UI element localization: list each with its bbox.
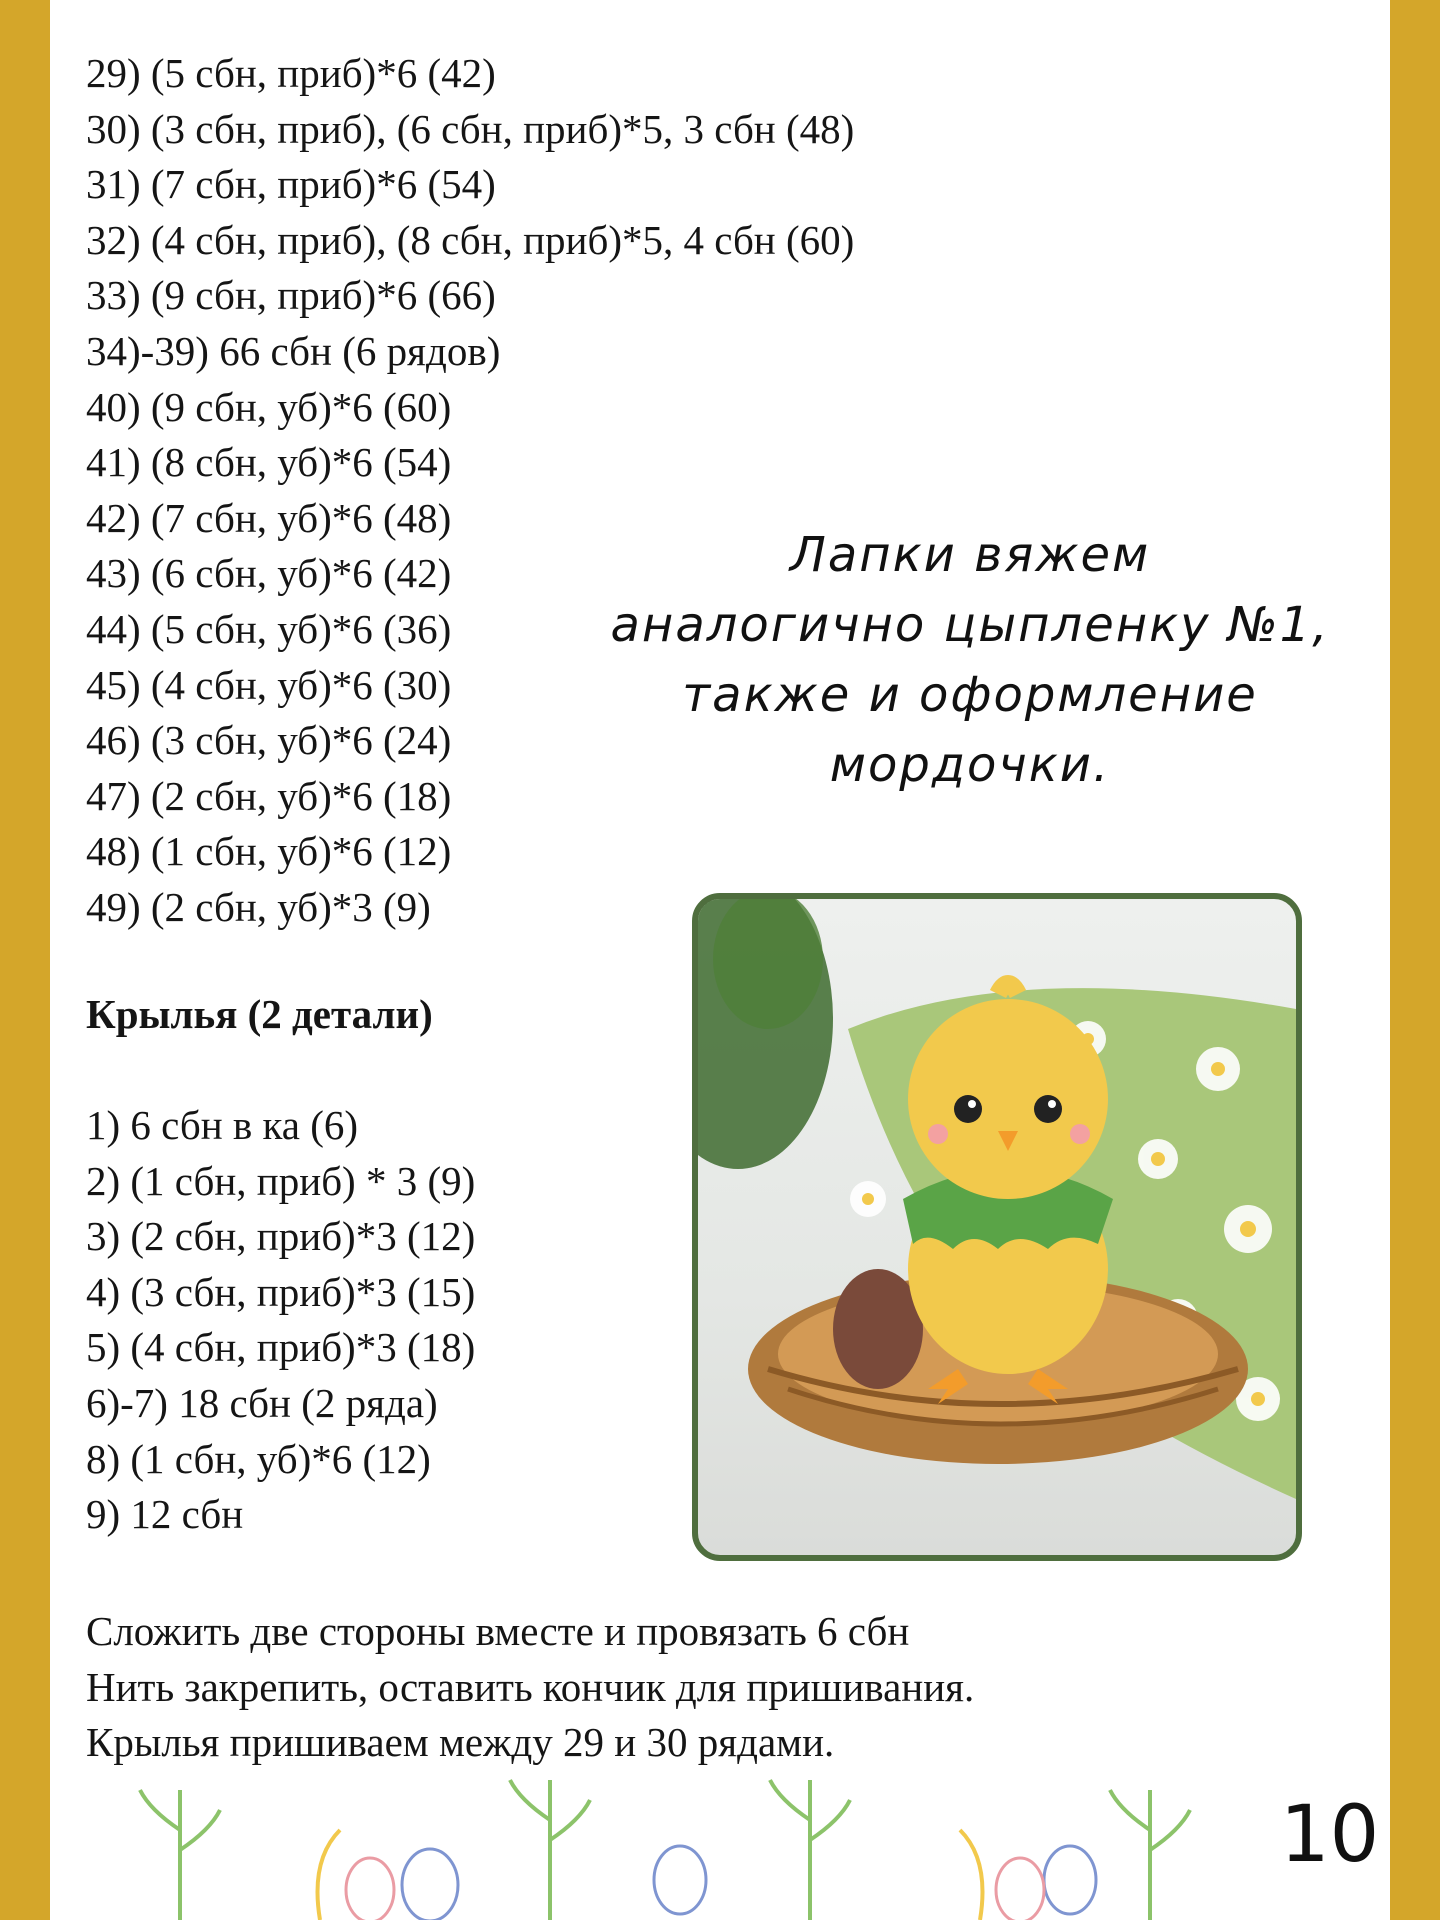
chick-photo <box>692 893 1302 1561</box>
pattern-row: 42) (7 сбн, уб)*6 (48) <box>86 494 452 541</box>
page-number: 10 <box>1280 1790 1380 1880</box>
wings-title: Крылья (2 детали) <box>86 991 433 1037</box>
note-line: мордочки. <box>829 737 1111 793</box>
wing-row: 6)-7) 18 сбн (2 ряда) <box>86 1379 438 1426</box>
note-line: аналогично цыпленку №1, <box>610 597 1330 653</box>
chick-illustration <box>698 899 1296 1555</box>
body-rows-list <box>86 46 854 936</box>
wing-row: 9) 12 сбн <box>86 1491 244 1538</box>
instruction-line: Крылья пришиваем между 29 и 30 рядами. <box>86 1719 835 1766</box>
pattern-row: 33) (9 сбн, приб)*6 (66) <box>86 272 496 319</box>
left-border <box>0 0 50 1920</box>
pattern-row: 41) (8 сбн, уб)*6 (54) <box>86 439 452 486</box>
instruction-line: Нить закрепить, оставить кончик для пришивания. <box>86 1663 975 1710</box>
wing-row: 8) (1 сбн, уб)*6 (12) <box>86 1435 431 1482</box>
pattern-row: 46) (3 сбн, уб)*6 (24) <box>86 717 452 764</box>
pattern-row: 47) (2 сбн, уб)*6 (18) <box>86 772 452 819</box>
pattern-row: 40) (9 сбн, уб)*6 (60) <box>86 383 452 430</box>
pattern-row: 31) (7 сбн, приб)*6 (54) <box>86 161 496 208</box>
wing-row: 4) (3 сбн, приб)*3 (15) <box>86 1268 476 1315</box>
note-line: Лапки вяжем <box>789 527 1151 583</box>
wing-row: 5) (4 сбн, приб)*3 (18) <box>86 1324 476 1371</box>
assembly-instructions <box>86 1604 974 1771</box>
pattern-row: 49) (2 сбн, уб)*3 (9) <box>86 883 431 930</box>
pattern-row: 48) (1 сбн, уб)*6 (12) <box>86 828 452 875</box>
pattern-row: 32) (4 сбн, приб), (8 сбн, приб)*5, 4 сбн (60) <box>86 216 855 263</box>
pattern-row: 30) (3 сбн, приб), (6 сбн, приб)*5, 3 сбн (48) <box>86 105 855 152</box>
wing-row: 1) 6 сбн в ка (6) <box>86 1102 359 1148</box>
wings-rows-list <box>86 1098 475 1543</box>
legs-note <box>560 520 1380 800</box>
wing-row: 3) (2 сбн, приб)*3 (12) <box>86 1213 476 1260</box>
instruction-line: Сложить две стороны вместе и провязать 6 сбн <box>86 1608 910 1654</box>
pattern-row: 29) (5 сбн, приб)*6 (42) <box>86 50 496 96</box>
wing-row: 2) (1 сбн, приб) * 3 (9) <box>86 1157 476 1204</box>
pattern-row: 44) (5 сбн, уб)*6 (36) <box>86 605 452 652</box>
pattern-row: 45) (4 сбн, уб)*6 (30) <box>86 661 452 708</box>
pattern-row: 34)-39) 66 сбн (6 рядов) <box>86 327 501 374</box>
pattern-row: 43) (6 сбн, уб)*6 (42) <box>86 550 452 597</box>
right-border <box>1390 0 1440 1920</box>
footer-decoration <box>120 1770 1220 1920</box>
note-line: также и оформление <box>682 667 1258 723</box>
